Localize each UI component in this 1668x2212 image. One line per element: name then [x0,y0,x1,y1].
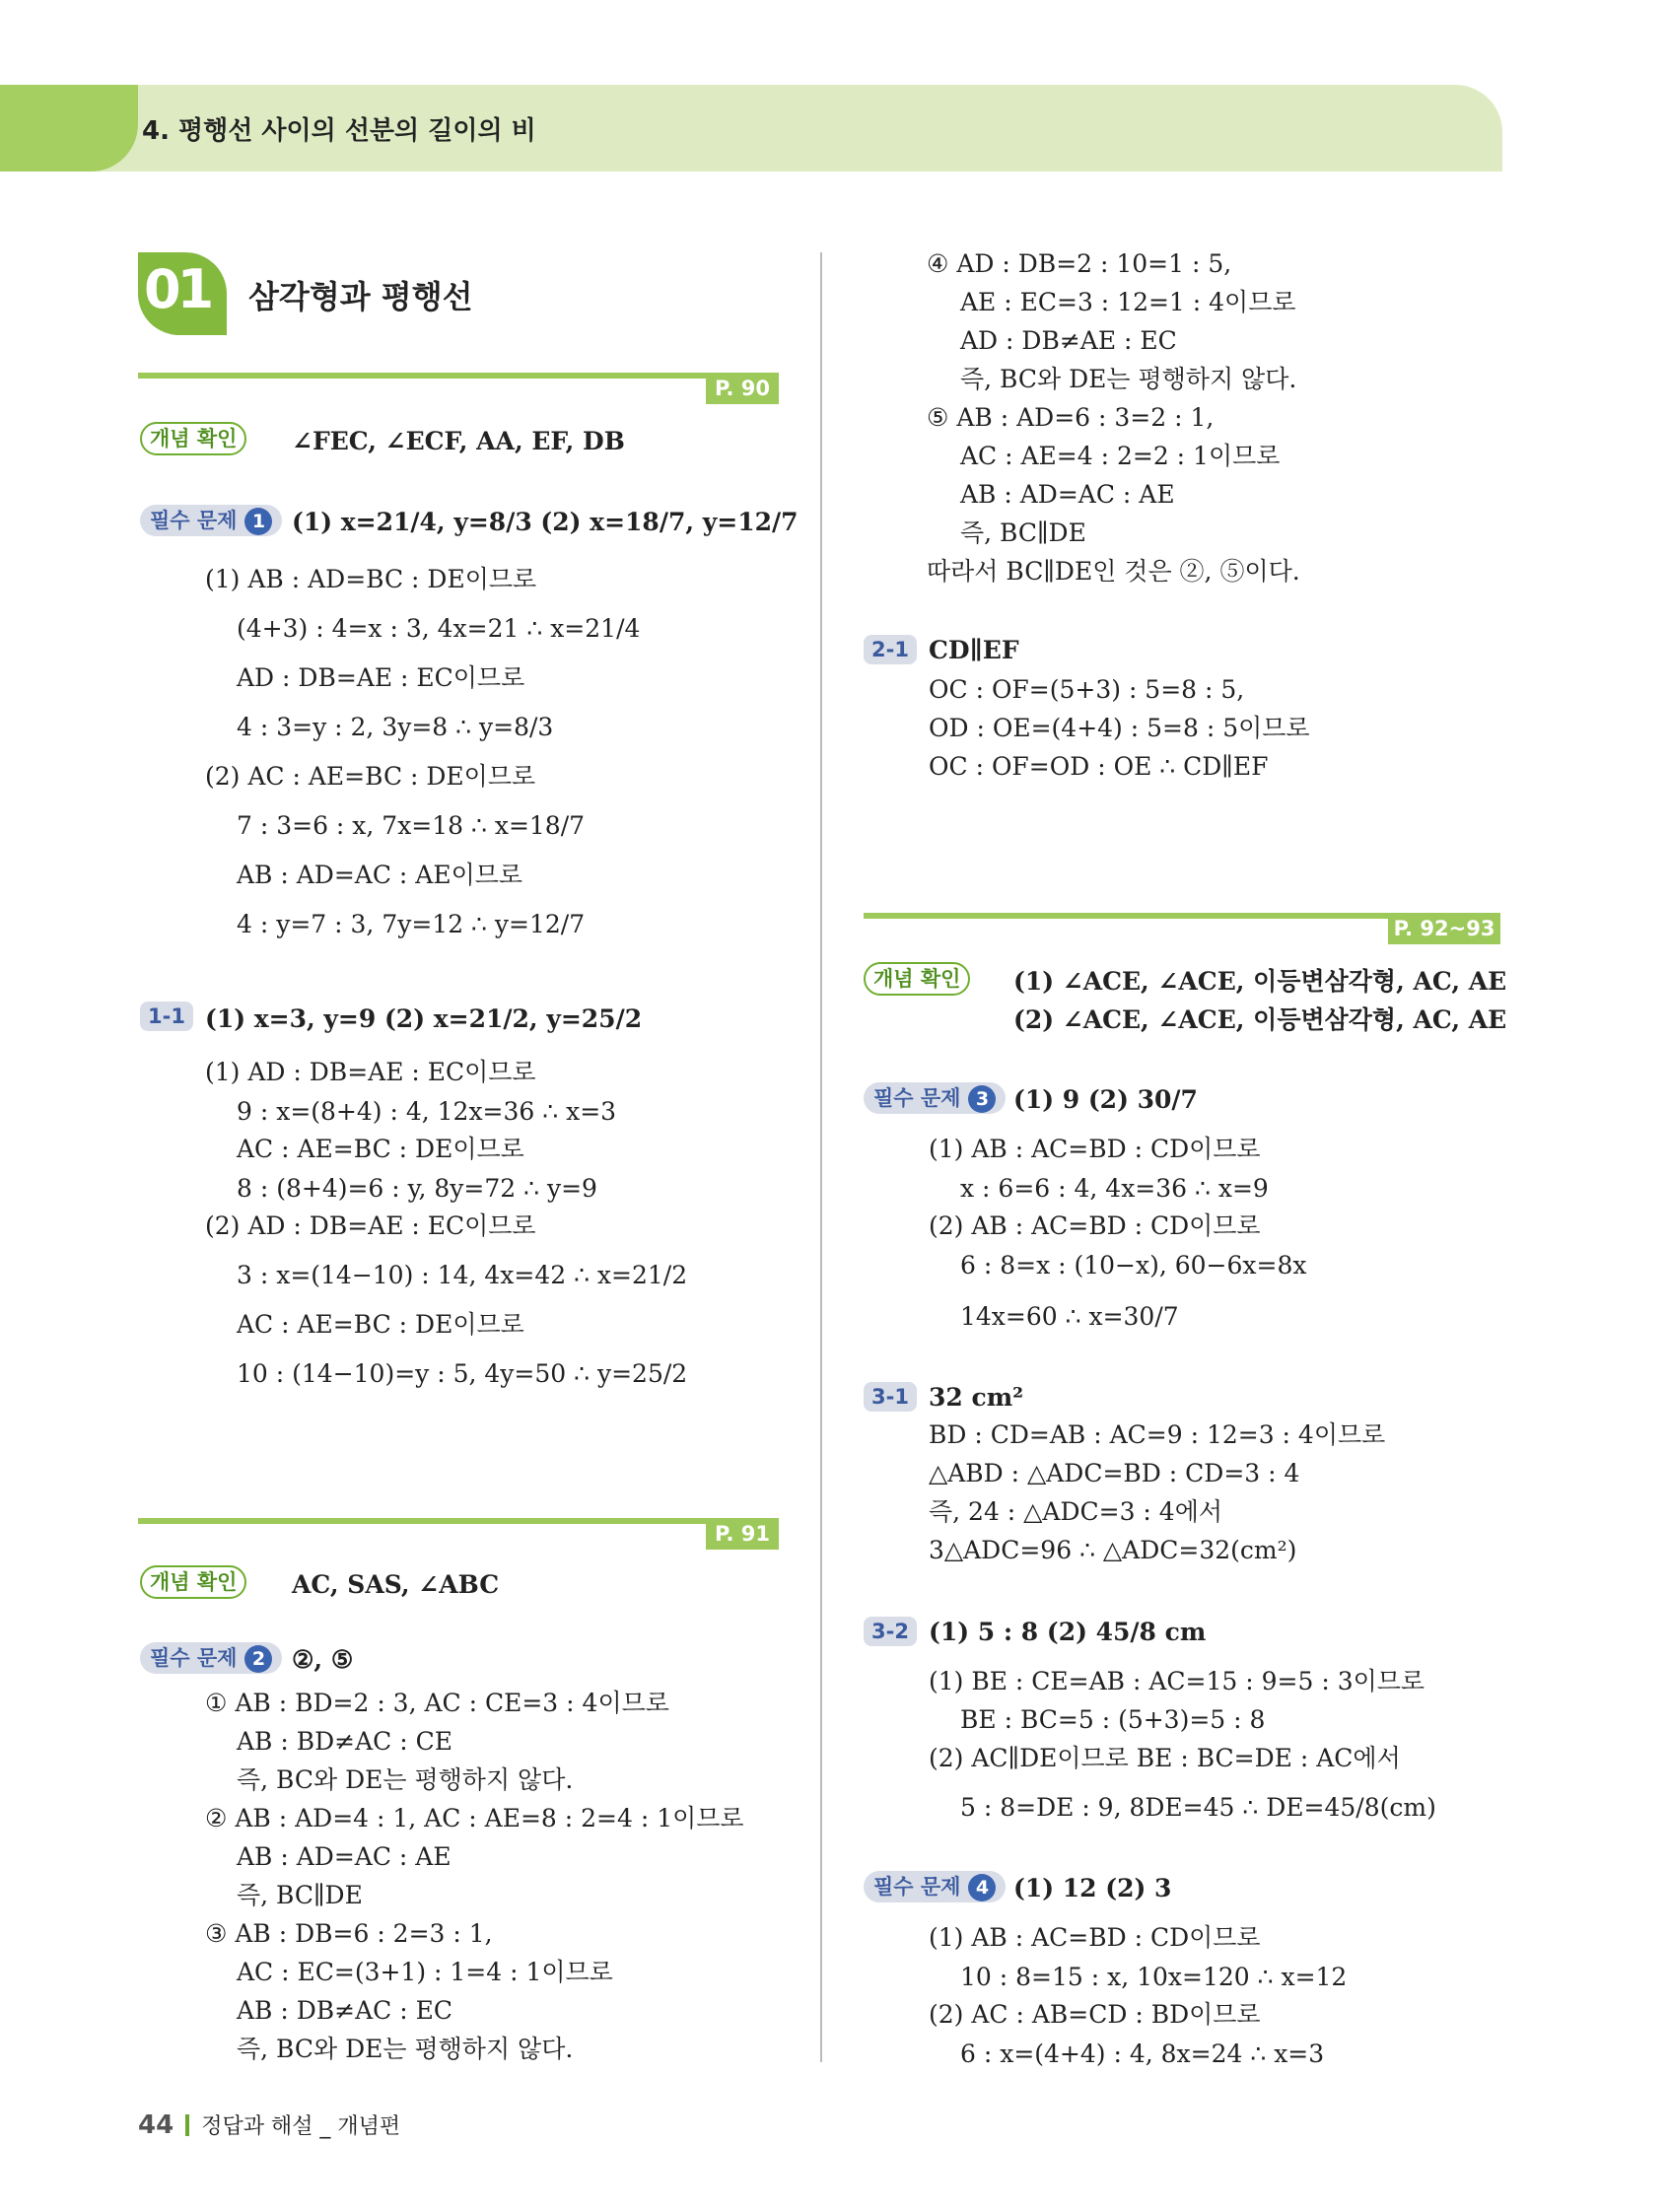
concept-check-badge: 개념 확인 [864,962,970,996]
section-bar-p90 [138,373,779,379]
p2-cont-line: AB : AD=AC : AE [960,480,1175,509]
p1-answer: (1) x=21/4, y=8/3 (2) x=18/7, y=12/7 [292,508,799,536]
p3-line: 6 : 8=x : (10−x), 60−6x=8x [960,1251,1307,1279]
p3-2-line: BE : BC=5 : (5+3)=5 : 8 [960,1705,1266,1734]
p1-line: 4 : y=7 : 3, 7y=12 ∴ y=12/7 [237,910,586,938]
footer-text: 정답과 해설 _ 개념편 [201,2114,401,2139]
p1-line: 7 : 3=6 : x, 7x=18 ∴ x=18/7 [237,811,586,840]
p2-line: 즉, BC와 DE는 평행하지 않다. [237,1765,574,1794]
page-number: 44 [138,2110,174,2140]
p92-concept-answer-1: (1) ∠ACE, ∠ACE, 이등변삼각형, AC, AE [1013,967,1507,996]
p1-1-line: AC : AE=BC : DE이므로 [237,1135,524,1163]
p3-2-line: (1) BE : CE=AB : AC=15 : 9=5 : 3이므로 [929,1667,1425,1695]
p2-line: AB : DB≠AC : EC [237,1996,452,2025]
p2-1-line: OC : OF=(5+3) : 5=8 : 5, [929,675,1245,704]
p3-line: (1) AB : AC=BD : CD이므로 [929,1135,1261,1163]
p2-cont-line: AE : EC=3 : 12=1 : 4이므로 [960,288,1296,316]
problem-2-1-label: 2-1 [864,635,917,664]
p1-line: (4+3) : 4=x : 3, 4x=21 ∴ x=21/4 [237,614,641,643]
section-number-badge: 01 [138,252,227,335]
p4-answer: (1) 12 (2) 3 [1013,1874,1172,1902]
p3-2-answer: (1) 5 : 8 (2) 45/8 cm [929,1618,1207,1646]
problem-3-1-label: 3-1 [864,1382,917,1412]
p2-line: ③ AB : DB=6 : 2=3 : 1, [205,1919,493,1948]
p2-line: ① AB : BD=2 : 3, AC : CE=3 : 4이므로 [205,1689,669,1717]
chapter-band-accent [0,85,138,172]
p2-line: 즉, BC와 DE는 평행하지 않다. [237,2035,574,2063]
section-title: 삼각형과 평행선 [248,278,473,315]
concept-check-badge: 개념 확인 [140,422,246,455]
p3-2-line: (2) AC∥DE이므로 BE : BC=DE : AC에서 [929,1744,1401,1772]
p92-concept-answer-2: (2) ∠ACE, ∠ACE, 이등변삼각형, AC, AE [1013,1005,1507,1034]
p3-1-line: 3△ADC=96 ∴ △ADC=32(cm²) [929,1536,1297,1564]
p1-1-line: (1) AD : DB=AE : EC이므로 [205,1058,536,1086]
p4-line: 10 : 8=15 : x, 10x=120 ∴ x=12 [960,1963,1348,1991]
page-footer [138,2109,400,2140]
p3-line: x : 6=6 : 4, 4x=36 ∴ x=9 [960,1174,1269,1203]
page-ref-p91: P. 91 [706,1518,779,1550]
must-problem-2-badge: 필수 문제 2 [140,1642,282,1674]
p2-1-line: OC : OF=OD : OE ∴ CD∥EF [929,752,1269,781]
p1-1-line: 3 : x=(14−10) : 14, 4x=42 ∴ x=21/2 [237,1261,688,1289]
p1-line: 4 : 3=y : 2, 3y=8 ∴ y=8/3 [237,713,554,741]
p2-cont-line: ⑤ AB : AD=6 : 3=2 : 1, [927,403,1215,432]
must-problem-1-badge: 필수 문제 1 [140,505,282,536]
p1-1-line: 9 : x=(8+4) : 4, 12x=36 ∴ x=3 [237,1097,617,1126]
must-problem-4-badge: 필수 문제 4 [864,1871,1006,1902]
p3-answer: (1) 9 (2) 30/7 [1013,1085,1198,1114]
p2-line: 즉, BC∥DE [237,1881,363,1909]
p2-line: AB : BD≠AC : CE [237,1727,452,1756]
p1-line: AD : DB=AE : EC이므로 [237,663,525,692]
p2-line: AB : AD=AC : AE [237,1842,452,1871]
section-bar-p91 [138,1518,779,1524]
p3-2-line: 5 : 8=DE : 9, 8DE=45 ∴ DE=45/8(cm) [960,1793,1436,1822]
p1-1-answer: (1) x=3, y=9 (2) x=21/2, y=25/2 [205,1004,643,1033]
p2-line: ② AB : AD=4 : 1, AC : AE=8 : 2=4 : 1이므로 [205,1804,744,1832]
p1-1-line: AC : AE=BC : DE이므로 [237,1310,524,1339]
p91-concept-answer: AC, SAS, ∠ABC [292,1570,500,1599]
p2-cont-line: 즉, BC와 DE는 평행하지 않다. [960,365,1297,393]
problem-3-2-label: 3-2 [864,1617,917,1646]
p2-cont-line: 따라서 BC∥DE인 것은 ②, ⑤이다. [927,557,1300,586]
p1-1-line: 10 : (14−10)=y : 5, 4y=50 ∴ y=25/2 [237,1359,688,1388]
p1-line: (1) AB : AD=BC : DE이므로 [205,565,537,593]
p3-1-line: BD : CD=AB : AC=9 : 12=3 : 4이므로 [929,1420,1386,1449]
p3-1-answer: 32 cm² [929,1383,1024,1412]
p2-cont-line: AC : AE=4 : 2=2 : 1이므로 [960,442,1281,470]
p2-cont-line: AD : DB≠AE : EC [960,326,1177,355]
p2-answer: ②, ⑤ [292,1645,354,1674]
p1-1-line: 8 : (8+4)=6 : y, 8y=72 ∴ y=9 [237,1174,597,1203]
p2-line: AC : EC=(3+1) : 1=4 : 1이므로 [237,1958,613,1986]
problem-1-1-label: 1-1 [140,1002,193,1031]
p3-line: 14x=60 ∴ x=30/7 [960,1302,1179,1331]
p2-cont-line: 즉, BC∥DE [960,518,1086,547]
p4-line: (1) AB : AC=BD : CD이므로 [929,1923,1261,1952]
chapter-title: 4. 평행선 사이의 선분의 길이의 비 [142,116,536,146]
p1-line: AB : AD=AC : AE이므로 [237,861,523,889]
p3-line: (2) AB : AC=BD : CD이므로 [929,1211,1261,1240]
p4-line: (2) AC : AB=CD : BD이므로 [929,2000,1261,2029]
column-divider [820,252,822,2062]
page-ref-p92-93: P. 92~93 [1388,913,1500,944]
p2-1-line: OD : OE=(4+4) : 5=8 : 5이므로 [929,714,1310,742]
p1-line: (2) AC : AE=BC : DE이므로 [205,762,536,791]
page-ref-p90: P. 90 [706,373,779,404]
p3-1-line: 즉, 24 : △ADC=3 : 4에서 [929,1497,1222,1526]
p3-1-line: △ABD : △ADC=BD : CD=3 : 4 [929,1459,1300,1487]
concept-check-badge: 개념 확인 [140,1565,246,1599]
p90-concept-answer: ∠FEC, ∠ECF, AA, EF, DB [292,427,625,455]
p2-cont-line: ④ AD : DB=2 : 10=1 : 5, [927,249,1232,278]
p2-1-answer: CD∥EF [929,636,1019,664]
must-problem-3-badge: 필수 문제 3 [864,1082,1006,1114]
p4-line: 6 : x=(4+4) : 4, 8x=24 ∴ x=3 [960,2039,1325,2068]
p1-1-line: (2) AD : DB=AE : EC이므로 [205,1211,536,1240]
